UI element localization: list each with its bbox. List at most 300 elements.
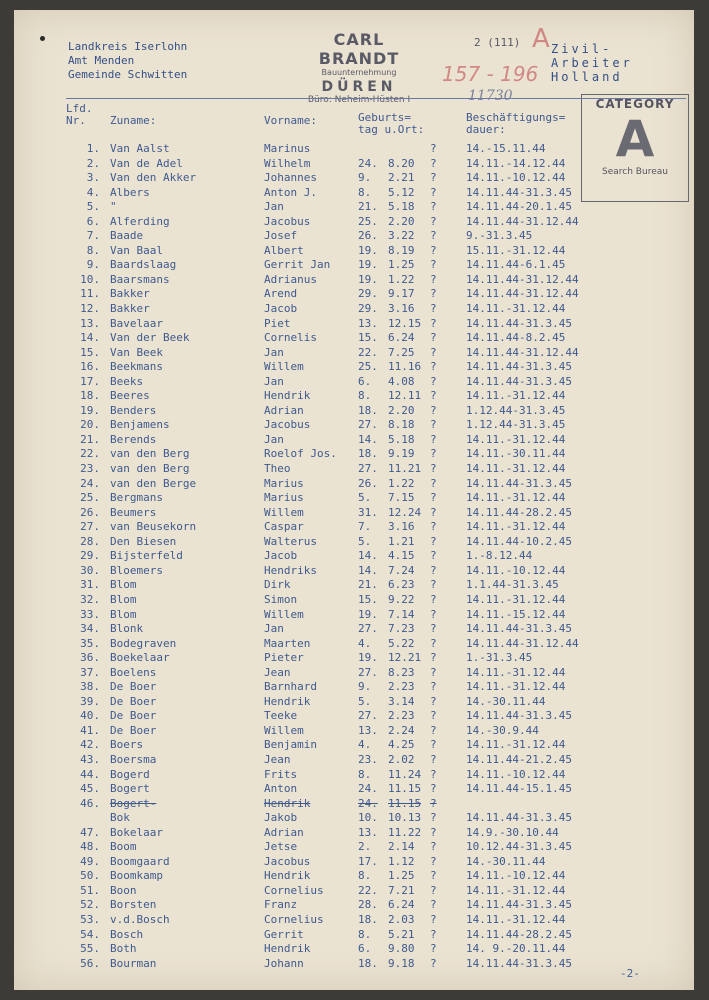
firstname: Simon (264, 592, 298, 606)
surname: van den Berg (110, 462, 190, 476)
surname: Berends (110, 432, 157, 446)
birth-day: 23. (358, 752, 378, 766)
birth-day: 19. (358, 272, 378, 286)
birth-date: 1.25 (388, 869, 415, 883)
birth-day: 29. (358, 287, 378, 301)
table-row (14, 258, 694, 273)
row-number: 1. (86, 142, 100, 155)
table-row (14, 738, 694, 753)
birth-day: 27. (358, 709, 378, 723)
birth-place: ? (430, 549, 437, 563)
column-header-nr (66, 103, 93, 127)
surname: Bourman (110, 956, 157, 970)
birth-day: 21. (358, 200, 378, 214)
birth-day: 19. (358, 243, 378, 257)
firstname: Jetse (264, 840, 298, 854)
table-row (14, 884, 694, 899)
firstname: Teeke (264, 709, 298, 723)
row-number: 14. (80, 331, 100, 345)
document-page (14, 10, 694, 990)
birth-place: ? (430, 651, 437, 665)
surname: Beumers (110, 505, 157, 519)
birth-place: ? (430, 825, 437, 839)
birth-day: 14. (358, 549, 378, 563)
birth-date: 3.14 (388, 694, 415, 708)
birth-place: ? (430, 520, 437, 534)
birth-day: 10. (358, 811, 378, 825)
birth-day: 31. (358, 505, 378, 519)
employment-period: 14.11.-31.12.44 (466, 592, 566, 606)
firstname: Gerrit (264, 927, 304, 941)
table-row (14, 287, 694, 302)
row-number: 16. (80, 360, 100, 374)
birth-place: ? (430, 956, 437, 970)
surname: Van Beek (110, 345, 163, 359)
birth-place: ? (430, 214, 437, 228)
table-row (14, 782, 694, 797)
employment-period: 14.11.44-31.3.45 (466, 476, 572, 490)
birth-date: 2.24 (388, 723, 415, 737)
table-row (14, 593, 694, 608)
birth-day: 14. (358, 563, 378, 577)
surname: Alferding (110, 214, 170, 228)
red-letter-mark: A (532, 24, 550, 54)
table-row (14, 186, 694, 201)
birth-day: 4. (358, 738, 372, 752)
surname: Boom (110, 840, 137, 854)
row-number: 51. (80, 883, 100, 897)
birth-day: 9. (358, 680, 372, 694)
employment-period: 14.11.44-21.2.45 (466, 752, 572, 766)
table-row (14, 898, 694, 913)
birth-date: 7.25 (388, 345, 415, 359)
employment-period: 9.-31.3.45 (466, 229, 533, 243)
row-number: 36. (80, 651, 100, 665)
surname: Blom (110, 607, 137, 621)
firstname: Hendrik (264, 869, 311, 883)
birth-date: 8.23 (388, 665, 415, 679)
birth-date: 3.16 (388, 302, 415, 316)
birth-day: 8. (358, 767, 372, 781)
employment-period: 14.11.-31.12.44 (466, 680, 566, 694)
firstname: Jean (264, 752, 291, 766)
table-row (14, 447, 694, 462)
birth-place: ? (430, 287, 437, 301)
row-number: 55. (80, 942, 100, 956)
birth-place: ? (430, 142, 437, 155)
birth-place: ? (430, 680, 437, 694)
table-row (14, 535, 694, 550)
birth-day: 26. (358, 229, 378, 243)
birth-day: 29. (358, 302, 378, 316)
column-header-employment-2: dauer: (466, 123, 506, 136)
row-number: 26. (80, 505, 100, 519)
surname: Beeres (110, 389, 150, 403)
firstname: Hendrik (264, 796, 311, 810)
row-number: 5. (86, 200, 100, 214)
birth-date: 2.02 (388, 752, 415, 766)
row-number: 32. (80, 592, 100, 606)
table-row (14, 142, 694, 157)
category-label-block (551, 42, 633, 84)
birth-place: ? (430, 782, 437, 796)
birth-date: 5.21 (388, 927, 415, 941)
birth-place: ? (430, 898, 437, 912)
birth-date: 7.15 (388, 491, 415, 505)
surname: van Beusekorn (110, 520, 197, 534)
employment-period: 14.11.44-31.12.44 (466, 214, 579, 228)
table-row (14, 811, 694, 826)
surname: Baade (110, 229, 144, 243)
birth-place: ? (430, 694, 437, 708)
birth-day: 8. (358, 869, 372, 883)
column-header-employment (466, 112, 565, 136)
surname: Bokelaar (110, 825, 163, 839)
table-row (14, 520, 694, 535)
birth-date: 8.18 (388, 418, 415, 432)
birth-place: ? (430, 302, 437, 316)
birth-day: 27. (358, 462, 378, 476)
surname: Van de Adel (110, 156, 183, 170)
employment-period: 1.-31.3.45 (466, 651, 533, 665)
employment-period: 14.-30.11.44 (466, 694, 546, 708)
column-header-nr-label: Nr. (66, 114, 86, 127)
row-number: 10. (80, 272, 100, 286)
firstname: Hendrik (264, 389, 311, 403)
table-row (14, 797, 694, 812)
table-row (14, 506, 694, 521)
row-number: 3. (86, 171, 100, 185)
firstname: Jacobus (264, 854, 311, 868)
row-number: 56. (80, 956, 100, 970)
birth-place: ? (430, 316, 437, 330)
firstname: Jacobus (264, 214, 311, 228)
table-row (14, 578, 694, 593)
employment-period: 14.11.44-31.12.44 (466, 272, 579, 286)
birth-date: 8.20 (388, 156, 415, 170)
table-row (14, 564, 694, 579)
row-number: 29. (80, 549, 100, 563)
birth-day: 18. (358, 403, 378, 417)
firstname: Pieter (264, 651, 304, 665)
employment-period: 14.11.44-28.2.45 (466, 505, 572, 519)
firstname: Franz (264, 898, 298, 912)
firstname: Johann (264, 956, 304, 970)
birth-day: 6. (358, 374, 372, 388)
column-header-surname: Zuname: (110, 114, 157, 127)
employment-period: 14.11.44-31.3.45 (466, 360, 572, 374)
table-row (14, 724, 694, 739)
birth-place: ? (430, 171, 437, 185)
employment-period: 14.11.44-31.3.45 (466, 316, 572, 330)
birth-place: ? (430, 432, 437, 446)
employment-period: 14.11.-30.11.44 (466, 447, 566, 461)
birth-day: 22. (358, 883, 378, 897)
birth-date: 9.22 (388, 592, 415, 606)
birth-date: 2.23 (388, 709, 415, 723)
surname: Den Biesen (110, 534, 177, 548)
employment-period: 14.-30.9.44 (466, 723, 539, 737)
row-number: 4. (86, 185, 100, 199)
birth-day: 19. (358, 607, 378, 621)
row-number: 39. (80, 694, 100, 708)
table-row (14, 549, 694, 564)
firstname: Walterus (264, 534, 317, 548)
birth-date: 12.21 (388, 651, 422, 665)
worker-list (14, 142, 694, 971)
surname: Boekelaar (110, 651, 170, 665)
row-number: 20. (80, 418, 100, 432)
employment-period: 1.12.44-31.3.45 (466, 403, 566, 417)
surname: De Boer (110, 709, 157, 723)
employment-period: 14.11.-31.12.44 (466, 432, 566, 446)
surname: Van Aalst (110, 142, 170, 155)
table-row (14, 346, 694, 361)
birth-date: 2.23 (388, 680, 415, 694)
birth-day: 18. (358, 912, 378, 926)
firstname: Wilhelm (264, 156, 311, 170)
birth-place: ? (430, 723, 437, 737)
row-number: 46. (80, 796, 100, 810)
birth-place: ? (430, 156, 437, 170)
employment-period: 14.11.-14.12.44 (466, 156, 566, 170)
employment-period: 14.11.44-31.3.45 (466, 185, 572, 199)
birth-day: 13. (358, 723, 378, 737)
employment-period: 14. 9.-20.11.44 (466, 942, 566, 956)
surname: Bloemers (110, 563, 163, 577)
row-number: 42. (80, 738, 100, 752)
firstname: Piet (264, 316, 291, 330)
birth-date: 3.16 (388, 520, 415, 534)
employment-period: 14.11.44-31.3.45 (466, 709, 572, 723)
birth-place: ? (430, 796, 437, 810)
employment-period: 14.11.44-31.3.45 (466, 898, 572, 912)
row-number: 40. (80, 709, 100, 723)
birth-place: ? (430, 607, 437, 621)
birth-date: 11.22 (388, 825, 422, 839)
table-row (14, 375, 694, 390)
surname: Beeks (110, 374, 144, 388)
surname: De Boer (110, 694, 157, 708)
employment-period: 14.11.44-28.2.45 (466, 927, 572, 941)
company-office: Büro: Neheim-Hüsten I (307, 95, 411, 105)
birth-day: 22. (358, 345, 378, 359)
firstname: Willem (264, 505, 304, 519)
row-number: 33. (80, 607, 100, 621)
birth-day: 24. (358, 156, 378, 170)
surname: Van Baal (110, 243, 163, 257)
issuer-line: Landkreis Iserlohn (68, 40, 188, 53)
employment-period: 14.11.44-31.12.44 (466, 287, 579, 301)
employment-period: 14.11.-31.12.44 (466, 665, 566, 679)
row-number: 49. (80, 854, 100, 868)
employment-period: 14.11.44-31.12.44 (466, 345, 579, 359)
firstname: Barnhard (264, 680, 317, 694)
birth-day: 8. (358, 927, 372, 941)
birth-day: 21. (358, 578, 378, 592)
firstname: Jacobus (264, 418, 311, 432)
birth-date: 1.22 (388, 476, 415, 490)
employment-period: 14.11.-10.12.44 (466, 869, 566, 883)
firstname: Jan (264, 622, 284, 636)
birth-date: 5.18 (388, 200, 415, 214)
birth-date: 11.24 (388, 767, 422, 781)
birth-date: 2.21 (388, 171, 415, 185)
birth-date: 9.18 (388, 956, 415, 970)
birth-day: 7. (358, 520, 372, 534)
surname: van den Berge (110, 476, 197, 490)
birth-place: ? (430, 418, 437, 432)
company-type: Bauunternehmung (321, 68, 397, 77)
firstname: Marius (264, 491, 304, 505)
birth-place: ? (430, 869, 437, 883)
table-row (14, 491, 694, 506)
birth-place: ? (430, 563, 437, 577)
row-number: 15. (80, 345, 100, 359)
table-row (14, 389, 694, 404)
birth-day: 25. (358, 360, 378, 374)
table-row (14, 840, 694, 855)
birth-place: ? (430, 665, 437, 679)
birth-date: 12.15 (388, 316, 422, 330)
employment-period: 14.-30.11.44 (466, 854, 546, 868)
company-name: CARL BRANDT (318, 30, 400, 68)
surname: De Boer (110, 680, 157, 694)
surname: Boers (110, 738, 144, 752)
birth-date: 7.21 (388, 883, 415, 897)
row-number: 17. (80, 374, 100, 388)
row-number: 13. (80, 316, 100, 330)
birth-date: 5.22 (388, 636, 415, 650)
surname: Bogerd (110, 767, 150, 781)
birth-day: 24. (358, 796, 378, 810)
row-number: 53. (80, 912, 100, 926)
firstname: Anton (264, 782, 298, 796)
row-number: 7. (86, 229, 100, 243)
birth-date: 7.14 (388, 607, 415, 621)
birth-place: ? (430, 345, 437, 359)
table-row (14, 418, 694, 433)
label-line: Zivil- (551, 42, 613, 56)
birth-date: 4.08 (388, 374, 415, 388)
firstname: Hendrik (264, 942, 311, 956)
birth-date: 11.21 (388, 462, 422, 476)
row-number: 31. (80, 578, 100, 592)
birth-day: 9. (358, 171, 372, 185)
employment-period: 15.11.-31.12.44 (466, 243, 566, 257)
row-number: 24. (80, 476, 100, 490)
surname: Bosch (110, 927, 144, 941)
birth-day: 27. (358, 665, 378, 679)
table-row (14, 404, 694, 419)
table-row (14, 200, 694, 215)
table-row (14, 462, 694, 477)
birth-date: 6.24 (388, 331, 415, 345)
employment-period: 14.11.44-20.1.45 (466, 200, 572, 214)
birth-place: ? (430, 462, 437, 476)
birth-day: 15. (358, 592, 378, 606)
birth-day: 5. (358, 534, 372, 548)
surname: Boomgaard (110, 854, 170, 868)
table-row (14, 244, 694, 259)
table-row (14, 302, 694, 317)
reference-code: 2 (111) (474, 36, 521, 49)
table-row (14, 433, 694, 448)
surname: Albers (110, 185, 150, 199)
surname: Bogert (110, 782, 150, 796)
row-number: 50. (80, 869, 100, 883)
row-number: 37. (80, 665, 100, 679)
table-row (14, 360, 694, 375)
surname: Boon (110, 883, 137, 897)
table-row (14, 913, 694, 928)
birth-day: 26. (358, 476, 378, 490)
birth-day: 15. (358, 331, 378, 345)
birth-date: 5.18 (388, 432, 415, 446)
table-row (14, 331, 694, 346)
surname: Boomkamp (110, 869, 163, 883)
birth-day: 4. (358, 636, 372, 650)
birth-date: 11.15 (388, 796, 422, 810)
table-row (14, 273, 694, 288)
category-letter: A (615, 110, 655, 168)
column-header-birth-1: Geburts= (358, 111, 411, 124)
table-row (14, 709, 694, 724)
row-number: 22. (80, 447, 100, 461)
company-stamp (294, 30, 424, 105)
firstname: Jan (264, 200, 284, 214)
row-number: 2. (86, 156, 100, 170)
column-header-firstname: Vorname: (264, 114, 317, 127)
birth-date: 8.19 (388, 243, 415, 257)
birth-place: ? (430, 738, 437, 752)
birth-date: 12.24 (388, 505, 422, 519)
row-number: 12. (80, 302, 100, 316)
company-city: DÜREN (321, 79, 397, 95)
birth-date: 5.12 (388, 185, 415, 199)
firstname: Anton J. (264, 185, 317, 199)
birth-date: 1.22 (388, 272, 415, 286)
firstname: Maarten (264, 636, 311, 650)
employment-period: 14.11.-31.12.44 (466, 738, 566, 752)
birth-day: 18. (358, 956, 378, 970)
birth-place: ? (430, 243, 437, 257)
firstname: Josef (264, 229, 298, 243)
table-row (14, 651, 694, 666)
row-number: 28. (80, 534, 100, 548)
row-number: 47. (80, 825, 100, 839)
row-number: 6. (86, 214, 100, 228)
employment-period: 14.11.-31.12.44 (466, 389, 566, 403)
firstname: Jan (264, 432, 284, 446)
table-row (14, 768, 694, 783)
table-row (14, 826, 694, 841)
firstname: Arend (264, 287, 298, 301)
surname: Bakker (110, 302, 150, 316)
birth-place: ? (430, 883, 437, 897)
employment-period: 14.11.-10.12.44 (466, 171, 566, 185)
firstname: Dirk (264, 578, 291, 592)
surname: Borsten (110, 898, 157, 912)
birth-day: 8. (358, 185, 372, 199)
surname: Baarsmans (110, 272, 170, 286)
employment-period: 14.11.44-10.2.45 (466, 534, 572, 548)
employment-period: 14.11.-10.12.44 (466, 767, 566, 781)
row-number: 45. (80, 782, 100, 796)
firstname: Cornelius (264, 883, 324, 897)
birth-day: 14. (358, 432, 378, 446)
birth-place: ? (430, 811, 437, 825)
